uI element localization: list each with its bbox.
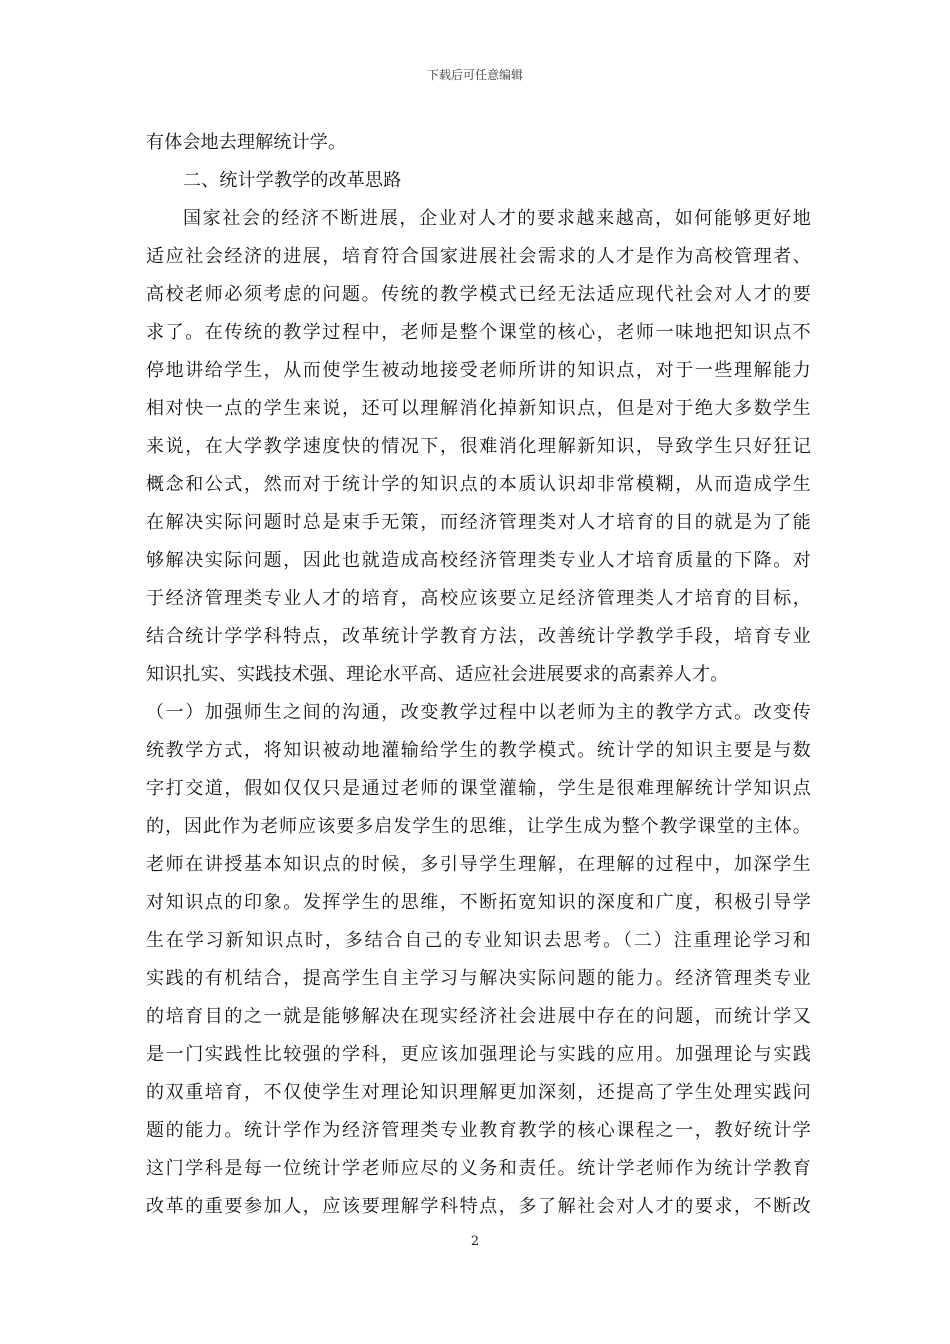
text-line: 改革的重要参加人，应该要理解学科特点，多了解社会对人才的要求，不断改 <box>146 1196 811 1217</box>
text-line: 够解决实际问题，因此也就造成高校经济管理类专业人才培育质量的下降。对 <box>146 550 811 571</box>
page-header: 下载后可任意编辑 <box>426 68 523 82</box>
text-line: 字打交道，假如仅仅只是通过老师的课堂灌输，学生是很难理解统计学知识点 <box>146 778 811 799</box>
text-line: 题的能力。统计学作为经济管理类专业教育教学的核心课程之一，教好统计学 <box>146 1120 811 1141</box>
text-line: 是一门实践性比较强的学科，更应该加强理论与实践的应用。加强理论与实践 <box>146 1044 811 1065</box>
text-line: 有体会地去理解统计学。 <box>146 132 347 153</box>
section-heading: 二、统计学教学的改革思路 <box>183 170 402 191</box>
text-line: 高校老师必须考虑的问题。传统的教学模式已经无法适应现代社会对人才的要 <box>146 284 811 305</box>
page-number: 2 <box>470 1234 480 1249</box>
text-line: 适应社会经济的进展，培育符合国家进展社会需求的人才是作为高校管理者、 <box>146 246 811 267</box>
text-line: 的培育目的之一就是能够解决在现实经济社会进展中存在的问题，而统计学又 <box>146 1006 811 1027</box>
text-line: 对知识点的印象。发挥学生的思维，不断拓宽知识的深度和广度，积极引导学 <box>146 892 811 913</box>
text-line: 知识扎实、实践技术强、理论水平高、适应社会进展要求的高素养人才。 <box>146 664 729 685</box>
text-line: 来说，在大学教学速度快的情况下，很难消化理解新知识，导致学生只好狂记 <box>146 436 811 457</box>
text-line: 的双重培育，不仅使学生对理论知识理解更加深刻，还提高了学生处理实践问 <box>146 1082 811 1103</box>
document-body <box>146 124 811 1226</box>
text-line: 概念和公式，然而对于统计学的知识点的本质认识却非常模糊，从而造成学生 <box>146 474 811 495</box>
text-line: 停地讲给学生，从而使学生被动地接受老师所讲的知识点，对于一些理解能力 <box>146 360 811 381</box>
text-line: （一）加强师生之间的沟通，改变教学过程中以老师为主的教学方式。改变传 <box>146 702 811 723</box>
text-line: 结合统计学学科特点，改革统计学教育方法，改善统计学教学手段，培育专业 <box>146 626 811 647</box>
text-line: 老师在讲授基本知识点的时候，多引导学生理解，在理解的过程中，加深学生 <box>146 854 811 875</box>
text-line: 国家社会的经济不断进展，企业对人才的要求越来越高，如何能够更好地 <box>183 208 811 229</box>
text-line: 实践的有机结合，提高学生自主学习与解决实际问题的能力。经济管理类专业 <box>146 968 811 989</box>
text-line: 这门学科是每一位统计学老师应尽的义务和责任。统计学老师作为统计学教育 <box>146 1158 811 1179</box>
text-line: 在解决实际问题时总是束手无策，而经济管理类对人才培育的目的就是为了能 <box>146 512 811 533</box>
text-line: 统教学方式，将知识被动地灌输给学生的教学模式。统计学的知识主要是与数 <box>146 740 811 761</box>
text-line: 相对快一点的学生来说，还可以理解消化掉新知识点，但是对于绝大多数学生 <box>146 398 811 419</box>
text-line: 求了。在传统的教学过程中，老师是整个课堂的核心，老师一味地把知识点不 <box>146 322 811 343</box>
text-line: 生在学习新知识点时，多结合自己的专业知识去思考。（二）注重理论学习和 <box>146 930 811 951</box>
text-line: 的，因此作为老师应该要多启发学生的思维，让学生成为整个教学课堂的主体。 <box>146 816 811 837</box>
text-line: 于经济管理类专业人才的培育，高校应该要立足经济管理类人才培育的目标， <box>146 588 811 609</box>
